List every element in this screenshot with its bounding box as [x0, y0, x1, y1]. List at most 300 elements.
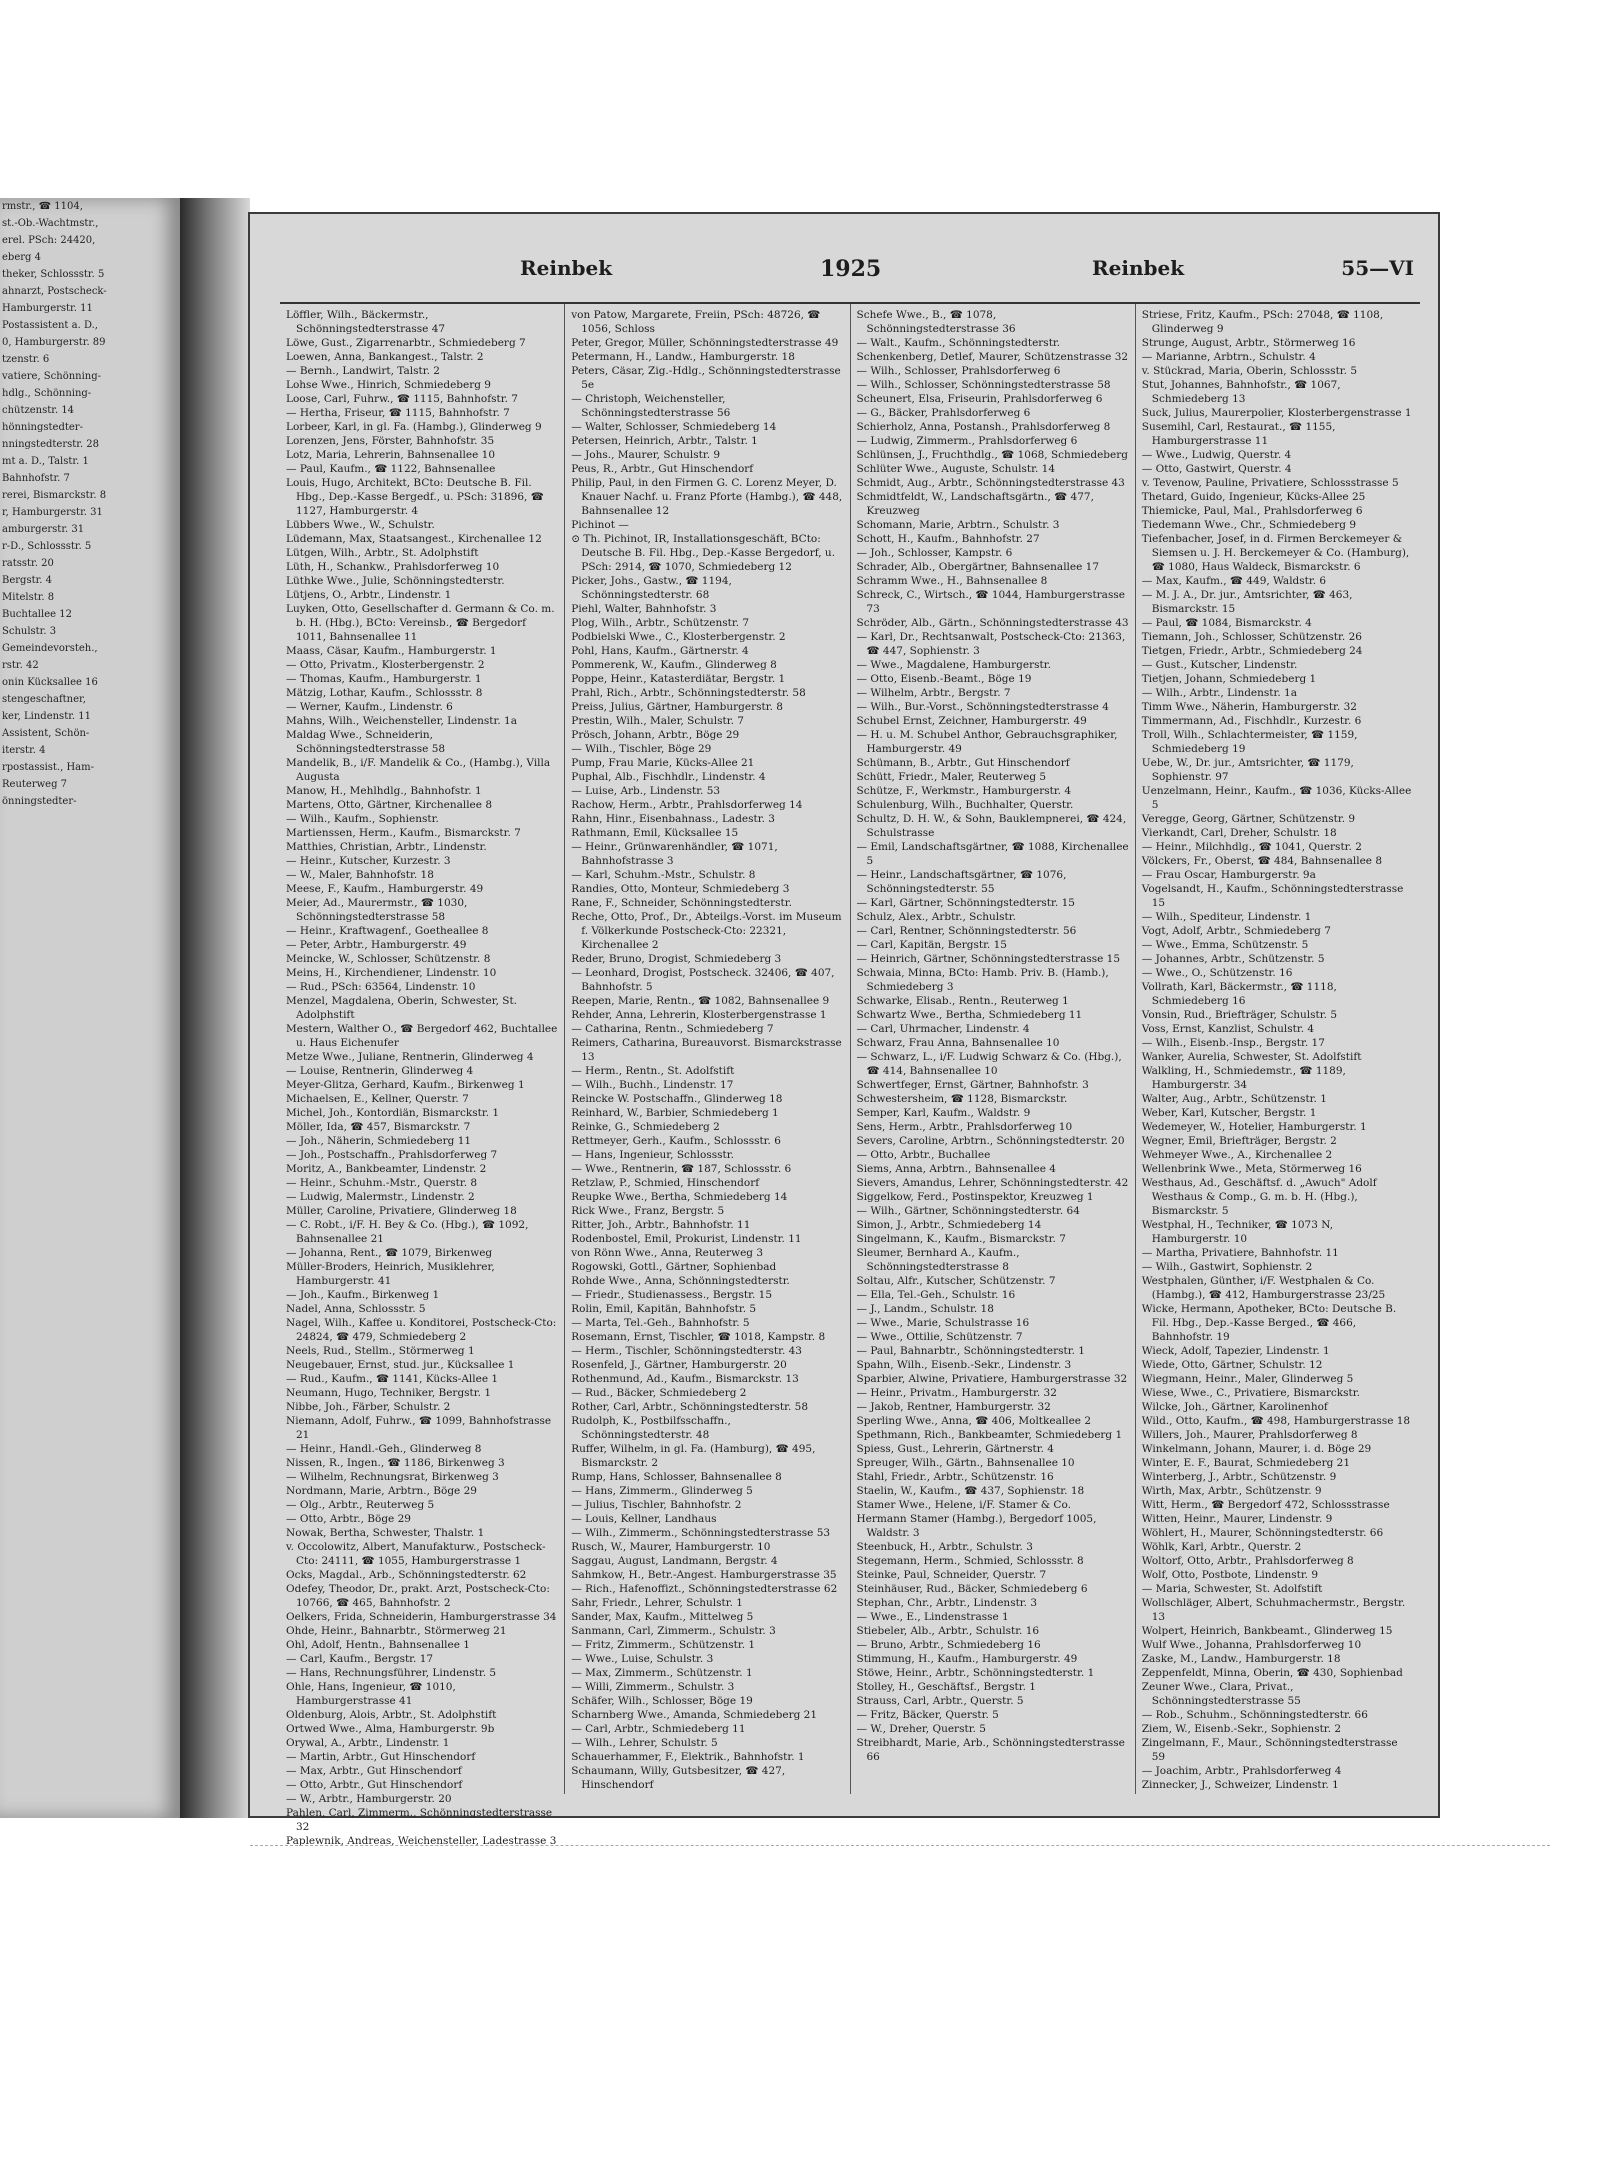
left-page-line: r-D., Schlossstr. 5 — [2, 541, 92, 552]
directory-entry: Spreuger, Wilh., Gärtn., Bahnsenallee 10 — [856, 1457, 1075, 1469]
directory-entry: Oelkers, Frida, Schneiderin, Hamburgerstrasse 34 — [286, 1611, 557, 1623]
directory-entry: Scharnberg Wwe., Amanda, Schmiedeberg 21 — [571, 1709, 818, 1721]
directory-entry: Schäfer, Wilh., Schlosser, Böge 19 — [571, 1695, 753, 1707]
directory-entry: Lüthke Wwe., Julie, Schönningstedterstr. — [286, 575, 505, 587]
directory-entry: — Wwe., Magdalene, Hamburgerstr. — [856, 659, 1051, 671]
directory-entry: Schmidt, Aug., Arbtr., Schönningstedterstrasse 43 — [856, 477, 1125, 489]
directory-entry: Meese, F., Kaufm., Hamburgerstr. 49 — [286, 883, 484, 895]
directory-entry: Mätzig, Lothar, Kaufm., Schlossstr. 8 — [286, 687, 483, 699]
directory-entry: Rogowski, Gottl., Gärtner, Sophienbad — [571, 1261, 777, 1273]
directory-entry: Rathmann, Emil, Kücksallee 15 — [571, 827, 739, 839]
directory-entry: Zaske, M., Landw., Hamburgerstr. 18 — [1141, 1653, 1341, 1665]
directory-entry: Plog, Wilh., Arbtr., Schützenstr. 7 — [571, 617, 750, 629]
directory-entry: — Ludwig, Malermstr., Lindenstr. 2 — [286, 1191, 475, 1203]
directory-entry: — Otto, Arbtr., Buchallee — [856, 1149, 991, 1161]
directory-entry: Saggau, August, Landmann, Bergstr. 4 — [571, 1555, 778, 1567]
directory-entry: — Rob., Schuhm., Schönningstedterstr. 66 — [1141, 1709, 1368, 1721]
directory-entry: Streibhardt, Marie, Arb., Schönningstedterstrasse 66 — [856, 1737, 1125, 1763]
directory-entry: Schlünsen, J., Fruchthdlg., ☎ 1068, Schmiedeberg — [856, 449, 1128, 461]
directory-entry: Ziem, W., Eisenb.-Sekr., Sophienstr. 2 — [1141, 1723, 1342, 1735]
directory-entry: Pommerenk, W., Kaufm., Glinderweg 8 — [571, 659, 777, 671]
directory-entry: — Gust., Kutscher, Lindenstr. — [1141, 659, 1298, 671]
directory-entry: — Martha, Privatiere, Bahnhofstr. 11 — [1141, 1247, 1339, 1259]
directory-entry: — Heinr., Schuhm.-Mstr., Querstr. 8 — [286, 1177, 478, 1189]
header-page-number: 55—VI — [1341, 256, 1414, 280]
directory-entry: Schierholz, Anna, Postansh., Prahlsdorferweg 8 — [856, 421, 1111, 433]
directory-entry: Lohse Wwe., Hinrich, Schmiedeberg 9 — [286, 379, 491, 391]
left-page-line: Reuterweg 7 — [2, 779, 68, 790]
directory-entry: — Walt., Kaufm., Schönningstedterstr. — [856, 337, 1061, 349]
directory-entry: v. Stückrad, Maria, Oberin, Schlossstr. 5 — [1141, 365, 1358, 377]
directory-entry: Neugebauer, Ernst, stud. jur., Kücksallee 1 — [286, 1359, 515, 1371]
directory-entry: Schramm Wwe., H., Bahnsenallee 8 — [856, 575, 1048, 587]
left-page-line: r, Hamburgerstr. 31 — [2, 507, 103, 518]
directory-entry: — Heinr., Kraftwagenf., Goetheallee 8 — [286, 925, 489, 937]
directory-entry: — Marta, Tel.-Geh., Bahnhofstr. 5 — [571, 1317, 750, 1329]
directory-entry: Sparbier, Alwine, Privatiere, Hamburgerstrasse 32 — [856, 1373, 1128, 1385]
directory-entry: Meins, H., Kirchendiener, Lindenstr. 10 — [286, 967, 497, 979]
directory-entry: Zinnecker, J., Schweizer, Lindenstr. 1 — [1141, 1779, 1339, 1791]
directory-entry: Wegner, Emil, Briefträger, Bergstr. 2 — [1141, 1135, 1337, 1147]
directory-entry: — Leonhard, Drogist, Postscheck. 32406, ☎ 407, Bahnhofstr. 5 — [571, 967, 835, 993]
directory-entry: — Karl, Dr., Rechtsanwalt, Postscheck-Cto: 21363, ☎ 447, Sophienstr. 3 — [856, 631, 1126, 657]
directory-entry: Maass, Cäsar, Kaufm., Hamburgerstr. 1 — [286, 645, 497, 657]
directory-entry: Tietjen, Johann, Schmiedeberg 1 — [1141, 673, 1317, 685]
directory-entry: Rettmeyer, Gerh., Kaufm., Schlossstr. 6 — [571, 1135, 781, 1147]
directory-entry: Lorbeer, Karl, in gl. Fa. (Hambg.), Glinderweg 9 — [286, 421, 542, 433]
directory-column-1 — [280, 304, 565, 1847]
directory-entry: Strunge, August, Arbtr., Störmerweg 16 — [1141, 337, 1356, 349]
directory-entry: Vonsin, Rud., Briefträger, Schulstr. 5 — [1141, 1009, 1337, 1021]
directory-entry: — Wilh., Kaufm., Sophienstr. — [286, 813, 439, 825]
directory-entry: — G., Bäcker, Prahlsdorferweg 6 — [856, 407, 1031, 419]
directory-entry: Löwe, Gust., Zigarrenarbtr., Schmiedeberg 7 — [286, 337, 526, 349]
directory-entry: Vierkandt, Carl, Dreher, Schulstr. 18 — [1141, 827, 1337, 839]
directory-entry: Troll, Wilh., Schlachtermeister, ☎ 1159, Schmiedeberg 19 — [1141, 729, 1358, 755]
directory-entry: Müller-Broders, Heinrich, Musiklehrer, Hamburgerstr. 41 — [286, 1261, 495, 1287]
directory-entry: — W., Maler, Bahnhofstr. 18 — [286, 869, 434, 881]
directory-entry: Willers, Joh., Maurer, Prahlsdorferweg 8 — [1141, 1429, 1358, 1441]
directory-entry: Staelin, W., Kaufm., ☎ 437, Sophienstr. 18 — [856, 1485, 1085, 1497]
directory-entry: Peters, Cäsar, Zig.-Hdlg., Schönningstedterstrasse 5e — [571, 365, 841, 391]
directory-entry: Westphalen, Günther, i/F. Westphalen & Co. (Hambg.), ☎ 412, Hamburgerstrasse 23/25 — [1141, 1275, 1386, 1301]
directory-entry: Martienssen, Herm., Kaufm., Bismarckstr. 7 — [286, 827, 521, 839]
directory-entry: — Heinr., Kutscher, Kurzestr. 3 — [286, 855, 451, 867]
left-page-line: Bahnhofstr. 7 — [2, 473, 70, 484]
directory-entry: — Friedr., Studienassess., Bergstr. 15 — [571, 1289, 773, 1301]
directory-entry: Zingelmann, F., Maur., Schönningstedterstrasse 59 — [1141, 1737, 1398, 1763]
directory-entry: — Bernh., Landwirt, Talstr. 2 — [286, 365, 440, 377]
left-page-line: rpostassist., Ham- — [2, 762, 95, 773]
left-page-line: önningstedter- — [2, 796, 77, 807]
directory-entry: — Peter, Arbtr., Hamburgerstr. 49 — [286, 939, 467, 951]
directory-entry: — Wwe., Ottilie, Schützenstr. 7 — [856, 1331, 1023, 1343]
directory-entry: ⊙ Th. Pichinot, IR, Installationsgeschäft, BCto: Deutsche B. Fil. Hbg., Dep.-Kasse Bergedorf, u. PSch: 2914, ☎ 1070, Schmiedeberg 12 — [571, 533, 836, 573]
directory-entry: Schauerhammer, F., Elektrik., Bahnhofstr. 1 — [571, 1751, 805, 1763]
directory-entry: — Christoph, Weichensteller, Schönningstedterstrasse 56 — [571, 393, 731, 419]
directory-entry: Steinhäuser, Rud., Bäcker, Schmiedeberg 6 — [856, 1583, 1088, 1595]
directory-entry: Wild., Otto, Kaufm., ☎ 498, Hamburgerstrasse 18 — [1141, 1415, 1411, 1427]
directory-entry: Reimers, Catharina, Bureauvorst. Bismarckstrasse 13 — [571, 1037, 842, 1063]
directory-entry: Rump, Hans, Schlosser, Bahnsenallee 8 — [571, 1471, 782, 1483]
directory-entry: Randies, Otto, Monteur, Schmiedeberg 3 — [571, 883, 790, 895]
directory-entry: — Heinr., Handl.-Geh., Glinderweg 8 — [286, 1443, 482, 1455]
directory-entry: Stolley, H., Geschäftsf., Bergstr. 1 — [856, 1681, 1036, 1693]
directory-entry: — Joh., Postschaffn., Prahlsdorferweg 7 — [286, 1149, 498, 1161]
directory-entry: Preiss, Julius, Gärtner, Hamburgerstr. 8 — [571, 701, 783, 713]
directory-entry: Tiedemann Wwe., Chr., Schmiedeberg 9 — [1141, 519, 1357, 531]
directory-entry: Neels, Rud., Stellm., Störmerweg 1 — [286, 1345, 475, 1357]
directory-entry: Winter, E. F., Baurat, Schmiedeberg 21 — [1141, 1457, 1351, 1469]
directory-entry: Rudolph, K., Postbilfsschaffn., Schönningstedterstr. 48 — [571, 1415, 731, 1441]
left-page-line: Assistent, Schön- — [2, 728, 90, 739]
left-page-line: vatiere, Schönning- — [2, 371, 102, 382]
directory-entry: — Carl, Arbtr., Schmiedeberg 11 — [571, 1723, 746, 1735]
directory-entry: Pahlen, Carl, Zimmerm., Schönningstedterstrasse 32 — [286, 1807, 553, 1833]
directory-entry: — Julius, Tischler, Bahnhofstr. 2 — [571, 1499, 742, 1511]
directory-entry: — Johannes, Arbtr., Schützenstr. 5 — [1141, 953, 1325, 965]
page-header — [250, 256, 1438, 292]
directory-entry: — Louise, Rentnerin, Glinderweg 4 — [286, 1065, 474, 1077]
directory-entry: Rothenmund, Ad., Kaufm., Bismarckstr. 13 — [571, 1373, 799, 1385]
directory-entry: Schümann, B., Arbtr., Gut Hinschendorf — [856, 757, 1070, 769]
left-page-line: mt a. D., Talstr. 1 — [2, 456, 89, 467]
directory-entry: Rachow, Herm., Arbtr., Prahlsdorferweg 14 — [571, 799, 803, 811]
directory-entry: Nadel, Anna, Schlossstr. 5 — [286, 1303, 426, 1315]
directory-entry: Petersen, Heinrich, Arbtr., Talstr. 1 — [571, 435, 758, 447]
directory-entry: — Hans, Ingenieur, Schlossstr. — [571, 1149, 734, 1161]
directory-entry: — Willi, Zimmerm., Schulstr. 3 — [571, 1681, 735, 1693]
directory-entry: — Wwe., Emma, Schützenstr. 5 — [1141, 939, 1309, 951]
directory-entry: Wöhlk, Karl, Arbtr., Querstr. 2 — [1141, 1541, 1302, 1553]
left-page-line: hönningstedter- — [2, 422, 83, 433]
directory-entry: v. Occolowitz, Albert, Manufakturw., Postscheck-Cto: 24111, ☎ 1055, Hamburgerstrasse 1 — [286, 1541, 546, 1567]
directory-entry: — Bruno, Arbtr., Schmiedeberg 16 — [856, 1639, 1041, 1651]
directory-entry: — Jakob, Rentner, Hamburgerstr. 32 — [856, 1401, 1051, 1413]
directory-entry: Lorenzen, Jens, Förster, Bahnhofstr. 35 — [286, 435, 495, 447]
directory-entry: — Olg., Arbtr., Reuterweg 5 — [286, 1499, 435, 1511]
directory-entry: — Walter, Schlosser, Schmiedeberg 14 — [571, 421, 777, 433]
directory-entry: Orywal, A., Arbtr., Lindenstr. 1 — [286, 1737, 450, 1749]
directory-entry: Striese, Fritz, Kaufm., PSch: 27048, ☎ 1108, Glinderweg 9 — [1141, 309, 1384, 335]
directory-entry: Löffler, Wilh., Bäckermstr., Schönningstedterstrasse 47 — [286, 309, 446, 335]
directory-entry: Schwaia, Minna, BCto: Hamb. Priv. B. (Hamb.), Schmiedeberg 3 — [856, 967, 1109, 993]
directory-entry: Meier, Ad., Maurermstr., ☎ 1030, Schönningstedterstrasse 58 — [286, 897, 468, 923]
directory-entry: Reincke W. Postschaffn., Glinderweg 18 — [571, 1093, 783, 1105]
directory-entry: — Wilh., Eisenb.-Insp., Bergstr. 17 — [1141, 1037, 1325, 1049]
directory-entry: Rehder, Anna, Lehrerin, Klosterbergenstrasse 1 — [571, 1009, 827, 1021]
directory-entry: Stimmung, H., Kaufm., Hamburgerstr. 49 — [856, 1653, 1078, 1665]
directory-entry: — Herm., Rentn., St. Adolfstift — [571, 1065, 735, 1077]
directory-entry: Loewen, Anna, Bankangest., Talstr. 2 — [286, 351, 484, 363]
directory-entry: — C. Robt., i/F. H. Bey & Co. (Hbg.), ☎ 1092, Bahnsenallee 21 — [286, 1219, 529, 1245]
directory-entry: — Wwe., Ludwig, Querstr. 4 — [1141, 449, 1292, 461]
directory-entry: Sanmann, Carl, Zimmerm., Schulstr. 3 — [571, 1625, 776, 1637]
directory-entry: Schreck, C., Wirtsch., ☎ 1044, Hamburgerstrasse 73 — [856, 589, 1125, 615]
directory-entry: Meincke, W., Schlosser, Schützenstr. 8 — [286, 953, 491, 965]
directory-entry: Ohde, Heinr., Bahnarbtr., Störmerweg 21 — [286, 1625, 507, 1637]
left-page-line: Gemeindevorsteh., — [2, 643, 98, 654]
left-page-line: amburgerstr. 31 — [2, 524, 85, 535]
directory-entry: — Joh., Schlosser, Kampstr. 6 — [856, 547, 1013, 559]
directory-entry: Wolf, Otto, Postbote, Lindenstr. 9 — [1141, 1569, 1319, 1581]
directory-entry: — Wwe., O., Schützenstr. 16 — [1141, 967, 1293, 979]
left-page-line: Postassistent a. D., — [2, 320, 98, 331]
directory-entry: — Maria, Schwester, St. Adolfstift — [1141, 1583, 1323, 1595]
directory-entry: — Wilhelm, Rechnungsrat, Birkenweg 3 — [286, 1471, 499, 1483]
directory-entry: — Ludwig, Zimmerm., Prahlsdorferweg 6 — [856, 435, 1078, 447]
directory-entry: — Luise, Arb., Lindenstr. 53 — [571, 785, 721, 797]
directory-entry: — Otto, Eisenb.-Beamt., Böge 19 — [856, 673, 1032, 685]
directory-entry: Prestin, Wilh., Maler, Schulstr. 7 — [571, 715, 744, 727]
directory-entry: Stamer Wwe., Helene, i/F. Stamer & Co. — [856, 1499, 1071, 1511]
directory-entry: Moritz, A., Bankbeamter, Lindenstr. 2 — [286, 1163, 487, 1175]
directory-entry: Pohl, Hans, Kaufm., Gärtnerstr. 4 — [571, 645, 749, 657]
directory-entry: — Wilh., Buchh., Lindenstr. 17 — [571, 1079, 734, 1091]
header-town-right: Reinbek — [1092, 256, 1185, 280]
directory-entry: Hermann Stamer (Hambg.), Bergedorf 1005, Waldstr. 3 — [856, 1513, 1097, 1539]
directory-entry: — Louis, Kellner, Landhaus — [571, 1513, 717, 1525]
directory-entry: Thiemicke, Paul, Mal., Prahlsdorferweg 6 — [1141, 505, 1363, 517]
directory-entry: Sahmkow, H., Betr.-Angest. Hamburgerstrasse 35 — [571, 1569, 837, 1581]
directory-entry: Siggelkow, Ferd., Postinspektor, Kreuzweg 1 — [856, 1191, 1094, 1203]
directory-entry: Ocks, Magdal., Arb., Schönningstedterstr. 62 — [286, 1569, 527, 1581]
left-page-line: ahnarzt, Postscheck- — [2, 286, 107, 297]
directory-entry: Reupke Wwe., Bertha, Schmiedeberg 14 — [571, 1191, 788, 1203]
directory-entry: Schulenburg, Wilh., Buchhalter, Querstr. — [856, 799, 1074, 811]
directory-entry: Wilcke, Joh., Gärtner, Karolinenhof — [1141, 1401, 1328, 1413]
left-page-line: Hamburgerstr. 11 — [2, 303, 93, 314]
left-page-line: Bergstr. 4 — [2, 575, 52, 586]
directory-entry: — Max, Zimmerm., Schützenstr. 1 — [571, 1667, 753, 1679]
directory-entry: Westphal, H., Techniker, ☎ 1073 N, Hamburgerstr. 10 — [1141, 1219, 1334, 1245]
directory-entry: Tiefenbacher, Josef, in d. Firmen Berckemeyer & Siemsen u. J. H. Berckemeyer & Co. (Hamburg), ☎ 1080, Haus Waldeck, Bismarckstr. 6 — [1141, 533, 1410, 573]
directory-page — [248, 212, 1440, 1847]
directory-entry: Winterberg, J., Arbtr., Schützenstr. 9 — [1141, 1471, 1337, 1483]
directory-entry: Schultz, D. H. W., & Sohn, Bauklempnerei, ☎ 424, Schulstrasse — [856, 813, 1127, 839]
directory-entry: — Heinr., Landschaftsgärtner, ☎ 1076, Schönningstedterstr. 55 — [856, 869, 1067, 895]
left-page-fragment — [0, 198, 183, 1818]
directory-entry: Zeppenfeldt, Minna, Oberin, ☎ 430, Sophienbad — [1141, 1667, 1403, 1679]
directory-entry: von Patow, Margarete, Freiin, PSch: 48726, ☎ 1056, Schloss — [571, 309, 821, 335]
directory-entry: Martens, Otto, Gärtner, Kirchenallee 8 — [286, 799, 493, 811]
left-page-line: ker, Lindenstr. 11 — [2, 711, 91, 722]
directory-entry: — Wilh., Gastwirt, Sophienstr. 2 — [1141, 1261, 1313, 1273]
left-page-line: nningstedterstr. 28 — [2, 439, 100, 450]
book-gutter — [180, 198, 250, 1818]
directory-entry: Lüth, H., Schankw., Prahlsdorferweg 10 — [286, 561, 500, 573]
directory-entry: Wanker, Aurelia, Schwester, St. Adolfstift — [1141, 1051, 1362, 1063]
directory-entry: Nibbe, Joh., Färber, Schulstr. 2 — [286, 1401, 451, 1413]
directory-entry: — Wilh., Spediteur, Lindenstr. 1 — [1141, 911, 1312, 923]
directory-entry: Wicke, Hermann, Apotheker, BCto: Deutsche B. Fil. Hbg., Dep.-Kasse Berged., ☎ 466, Bahnhofstr. 19 — [1141, 1303, 1397, 1343]
directory-entry: — Rud., Bäcker, Schmiedeberg 2 — [571, 1387, 747, 1399]
directory-entry: — Paul, ☎ 1084, Bismarckstr. 4 — [1141, 617, 1312, 629]
directory-entry: — Fritz, Bäcker, Querstr. 5 — [856, 1709, 999, 1721]
directory-entry: Schwarz, Frau Anna, Bahnsenallee 10 — [856, 1037, 1060, 1049]
directory-entry: Prahl, Rich., Arbtr., Schönningstedterstr. 58 — [571, 687, 806, 699]
directory-entry: Schulz, Alex., Arbtr., Schulstr. — [856, 911, 1016, 923]
directory-entry: Louis, Hugo, Architekt, BCto: Deutsche B. Fil. Hbg., Dep.-Kasse Bergedf., u. PSch: 31896, ☎ 1127, Hamburgerstr. 4 — [286, 477, 544, 517]
directory-entry: Sander, Max, Kaufm., Mittelweg 5 — [571, 1611, 754, 1623]
directory-entry: Piehl, Walter, Bahnhofstr. 3 — [571, 603, 717, 615]
directory-entry: — Herm., Tischler, Schönningstedterstr. 43 — [571, 1345, 802, 1357]
directory-entry: Timmermann, Ad., Fischhdlr., Kurzestr. 6 — [1141, 715, 1362, 727]
directory-entry: — Frau Oscar, Hamburgerstr. 9a — [1141, 869, 1316, 881]
left-page-line: rerei, Bismarckstr. 8 — [2, 490, 107, 501]
directory-entry: Semper, Karl, Kaufm., Waldstr. 9 — [856, 1107, 1031, 1119]
left-page-line: tzenstr. 6 — [2, 354, 50, 365]
directory-entry: Uebe, W., Dr. jur., Amtsrichter, ☎ 1179, Sophienstr. 97 — [1141, 757, 1354, 783]
directory-entry: Singelmann, K., Kaufm., Bismarckstr. 7 — [856, 1233, 1066, 1245]
directory-entry: Niemann, Adolf, Fuhrw., ☎ 1099, Bahnhofstrasse 21 — [286, 1415, 552, 1441]
directory-entry: Ruffer, Wilhelm, in gl. Fa. (Hamburg), ☎ 495, Bismarckstr. 2 — [571, 1443, 816, 1469]
left-page-line: Schulstr. 3 — [2, 626, 57, 637]
directory-entry: — Rud., Kaufm., ☎ 1141, Kücks-Allee 1 — [286, 1373, 499, 1385]
directory-entry: Prösch, Johann, Arbtr., Böge 29 — [571, 729, 740, 741]
directory-entry: Schwestersheim, ☎ 1128, Bismarckstr. — [856, 1093, 1068, 1105]
directory-entry: — Carl, Rentner, Schönningstedterstr. 56 — [856, 925, 1077, 937]
directory-entry: Oldenburg, Alois, Arbtr., St. Adolphstift — [286, 1709, 497, 1721]
directory-entry: Peter, Gregor, Müller, Schönningstedterstrasse 49 — [571, 337, 839, 349]
directory-entry: Nagel, Wilh., Kaffee u. Konditorei, Postscheck-Cto: 24824, ☎ 479, Schmiedeberg 2 — [286, 1317, 557, 1343]
directory-entry: Strauss, Carl, Arbtr., Querstr. 5 — [856, 1695, 1024, 1707]
directory-entry: Schomann, Marie, Arbtrn., Schulstr. 3 — [856, 519, 1060, 531]
left-page-line: chützenstr. 14 — [2, 405, 75, 416]
directory-entry: Spiess, Gust., Lehrerin, Gärtnerstr. 4 — [856, 1443, 1054, 1455]
directory-entry: — Heinr., Milchhdlg., ☎ 1041, Querstr. 2 — [1141, 841, 1362, 853]
header-town-left: Reinbek — [520, 256, 613, 280]
directory-entry: Rosemann, Ernst, Tischler, ☎ 1018, Kampstr. 8 — [571, 1331, 826, 1343]
directory-entry: — W., Arbtr., Hamburgerstr. 20 — [286, 1793, 452, 1805]
left-page-line: theker, Schlossstr. 5 — [2, 269, 105, 280]
directory-entry: Westhaus, Ad., Geschäftsf. d. „Awuch" Adolf Westhaus & Comp., G. m. b. H. (Hbg.), Bismarckstr. 5 — [1141, 1177, 1377, 1217]
directory-entry: Loose, Carl, Fuhrw., ☎ 1115, Bahnhofstr. 7 — [286, 393, 518, 405]
directory-entry: — Emil, Landschaftsgärtner, ☎ 1088, Kirchenallee 5 — [856, 841, 1129, 867]
directory-entry: Schwarke, Elisab., Rentn., Reuterweg 1 — [856, 995, 1069, 1007]
left-page-line: onin Kücksallee 16 — [2, 677, 98, 688]
directory-entry: — Joachim, Arbtr., Prahlsdorferweg 4 — [1141, 1765, 1342, 1777]
directory-entry: Reder, Bruno, Drogist, Schmiedeberg 3 — [571, 953, 782, 965]
directory-entry: — Carl, Uhrmacher, Lindenstr. 4 — [856, 1023, 1030, 1035]
directory-entry: Simon, J., Arbtr., Schmiedeberg 14 — [856, 1219, 1042, 1231]
directory-entry: Witten, Heinr., Maurer, Lindenstr. 9 — [1141, 1513, 1333, 1525]
directory-entry: Podbielski Wwe., C., Klosterbergenstr. 2 — [571, 631, 786, 643]
directory-entry: Schott, H., Kaufm., Bahnhofstr. 27 — [856, 533, 1040, 545]
directory-entry: Ohle, Hans, Ingenieur, ☎ 1010, Hamburgerstrasse 41 — [286, 1681, 456, 1707]
directory-entry: Sahr, Friedr., Lehrer, Schulstr. 1 — [571, 1597, 743, 1609]
directory-entry: — Joh., Kaufm., Birkenweg 1 — [286, 1289, 440, 1301]
directory-entry: Mahns, Wilh., Weichensteller, Lindenstr. 1a — [286, 715, 517, 727]
directory-entry: Luyken, Otto, Gesellschafter d. Germann & Co. m. b. H. (Hbg.), BCto: Vereinsb., ☎ Bergedorf 1011, Bahnsenallee 11 — [286, 603, 555, 643]
directory-entry: Nowak, Bertha, Schwester, Thalstr. 1 — [286, 1527, 485, 1539]
directory-entry: — Paul, Bahnarbtr., Schönningstedterstr. 1 — [856, 1345, 1085, 1357]
directory-entry: — Rud., PSch: 63564, Lindenstr. 10 — [286, 981, 476, 993]
directory-entry: — Catharina, Rentn., Schmiedeberg 7 — [571, 1023, 774, 1035]
directory-entry: Susemihl, Carl, Restaurat., ☎ 1155, Hamburgerstrasse 11 — [1141, 421, 1336, 447]
directory-entry: — Hans, Zimmerm., Glinderweg 5 — [571, 1485, 753, 1497]
directory-entry: — Wwe., Marie, Schulstrasse 16 — [856, 1317, 1030, 1329]
directory-entry: Rohde Wwe., Anna, Schönningstedterstr. — [571, 1275, 790, 1287]
directory-entry: — J., Landm., Schulstr. 18 — [856, 1303, 994, 1315]
directory-entry: Weber, Karl, Kutscher, Bergstr. 1 — [1141, 1107, 1317, 1119]
directory-entry: — Schwarz, L., i/F. Ludwig Schwarz & Co. (Hbg.), ☎ 414, Bahnsenallee 10 — [856, 1051, 1122, 1077]
directory-entry: — Rich., Hafenoffizt., Schönningstedterstrasse 62 — [571, 1583, 838, 1595]
directory-entry: Wiese, Wwe., C., Privatiere, Bismarckstr. — [1141, 1387, 1360, 1399]
directory-entry: Nissen, R., Ingen., ☎ 1186, Birkenweg 3 — [286, 1457, 505, 1469]
directory-columns — [280, 302, 1420, 1847]
directory-entry: — Fritz, Zimmerm., Schützenstr. 1 — [571, 1639, 756, 1651]
directory-entry: Suck, Julius, Maurerpolier, Klosterbergenstrasse 1 — [1141, 407, 1412, 419]
directory-entry: Sievers, Amandus, Lehrer, Schönningstedterstr. 42 — [856, 1177, 1129, 1189]
directory-entry: Mandelik, B., i/F. Mandelik & Co., (Hambg.), Villa Augusta — [286, 757, 551, 783]
left-page-line: Mitelstr. 8 — [2, 592, 55, 603]
directory-entry: Müller, Caroline, Privatiere, Glinderweg 18 — [286, 1205, 517, 1217]
directory-entry: Spethmann, Rich., Bankbeamter, Schmiedeberg 1 — [856, 1429, 1123, 1441]
directory-entry: Ortwed Wwe., Alma, Hamburgerstr. 9b — [286, 1723, 495, 1735]
directory-entry: — Max, Arbtr., Gut Hinschendorf — [286, 1765, 462, 1777]
directory-entry: Walkling, H., Schmiedemstr., ☎ 1189, Hamburgerstr. 34 — [1141, 1065, 1346, 1091]
directory-entry: — Martin, Arbtr., Gut Hinschendorf — [286, 1751, 476, 1763]
directory-entry: Stiebeler, Alb., Arbtr., Schulstr. 16 — [856, 1625, 1040, 1637]
directory-entry: — H. u. M. Schubel Anthor, Gebrauchsgraphiker, Hamburgerstr. 49 — [856, 729, 1118, 755]
directory-entry: — Paul, Kaufm., ☎ 1122, Bahnsenallee — [286, 463, 496, 475]
directory-entry: — Carl, Kaufm., Bergstr. 17 — [286, 1653, 434, 1665]
left-page-line: rmstr., ☎ 1104, — [2, 201, 83, 212]
directory-entry: — Werner, Kaufm., Lindenstr. 6 — [286, 701, 453, 713]
left-page-line: st.-Ob.-Wachtmstr., — [2, 218, 99, 229]
directory-entry: — Wilhelm, Arbtr., Bergstr. 7 — [856, 687, 1011, 699]
directory-entry: Wolpert, Heinrich, Bankbeamt., Glinderweg 15 — [1141, 1625, 1393, 1637]
directory-entry: Lüdemann, Max, Staatsangest., Kirchenallee 12 — [286, 533, 542, 545]
directory-entry: Schubel Ernst, Zeichner, Hamburgerstr. 49 — [856, 715, 1087, 727]
directory-entry: Schröder, Alb., Gärtn., Schönningstedterstrasse 43 — [856, 617, 1129, 629]
directory-entry: Rane, F., Schneider, Schönningstedterstr. — [571, 897, 792, 909]
directory-entry: Scheunert, Elsa, Friseurin, Prahlsdorferweg 6 — [856, 393, 1103, 405]
directory-entry: — Heinr., Privatm., Hamburgerstr. 32 — [856, 1387, 1057, 1399]
directory-entry: Wulf Wwe., Johanna, Prahlsdorferweg 10 — [1141, 1639, 1362, 1651]
directory-entry: Voss, Ernst, Kanzlist, Schulstr. 4 — [1141, 1023, 1315, 1035]
directory-entry: Neumann, Hugo, Techniker, Bergstr. 1 — [286, 1387, 492, 1399]
directory-entry: Stut, Johannes, Bahnhofstr., ☎ 1067, Schmiedeberg 13 — [1141, 379, 1341, 405]
directory-entry: von Rönn Wwe., Anna, Reuterweg 3 — [571, 1247, 764, 1259]
directory-entry: Wieck, Adolf, Tapezier, Lindenstr. 1 — [1141, 1345, 1330, 1357]
directory-entry: Lütjens, O., Arbtr., Lindenstr. 1 — [286, 589, 452, 601]
directory-entry: Rahn, Hinr., Eisenbahnass., Ladestr. 3 — [571, 813, 775, 825]
directory-entry: Sperling Wwe., Anna, ☎ 406, Moltkeallee 2 — [856, 1415, 1092, 1427]
directory-entry: Schwartz Wwe., Bertha, Schmiedeberg 11 — [856, 1009, 1083, 1021]
directory-entry: — Marianne, Arbtrn., Schulstr. 4 — [1141, 351, 1316, 363]
directory-entry: Pichinot — — [571, 519, 629, 531]
directory-entry: Schenkenberg, Detlef, Maurer, Schützenstrasse 32 — [856, 351, 1129, 363]
directory-column-2 — [565, 304, 850, 1794]
directory-entry: Wellenbrink Wwe., Meta, Störmerweg 16 — [1141, 1163, 1362, 1175]
directory-entry: Wiegmann, Heinr., Maler, Glinderweg 5 — [1141, 1373, 1354, 1385]
directory-entry: Stahl, Friedr., Arbtr., Schützenstr. 16 — [856, 1471, 1054, 1483]
directory-entry: — Otto, Arbtr., Böge 29 — [286, 1513, 411, 1525]
left-page-line: erel. PSch: 24420, — [2, 235, 96, 246]
directory-entry: Michaelsen, E., Kellner, Querstr. 7 — [286, 1093, 469, 1105]
directory-entry: Spahn, Wilh., Eisenb.-Sekr., Lindenstr. 3 — [856, 1359, 1072, 1371]
directory-entry: Schrader, Alb., Obergärtner, Bahnsenallee 17 — [856, 561, 1100, 573]
directory-entry: Ohl, Adolf, Hentn., Bahnsenallee 1 — [286, 1639, 470, 1651]
directory-entry: — Karl, Schuhm.-Mstr., Schulstr. 8 — [571, 869, 756, 881]
directory-entry: — Heinrich, Gärtner, Schönningstedterstrasse 15 — [856, 953, 1121, 965]
directory-entry: Vogelsandt, H., Kaufm., Schönningstedterstrasse 15 — [1141, 883, 1404, 909]
directory-entry: Sleumer, Bernhard A., Kaufm., Schönningstedterstrasse 8 — [856, 1247, 1020, 1273]
directory-entry: Steenbuck, H., Arbtr., Schulstr. 3 — [856, 1541, 1033, 1553]
directory-entry: Rolin, Emil, Kapitän, Bahnhofstr. 5 — [571, 1303, 757, 1315]
